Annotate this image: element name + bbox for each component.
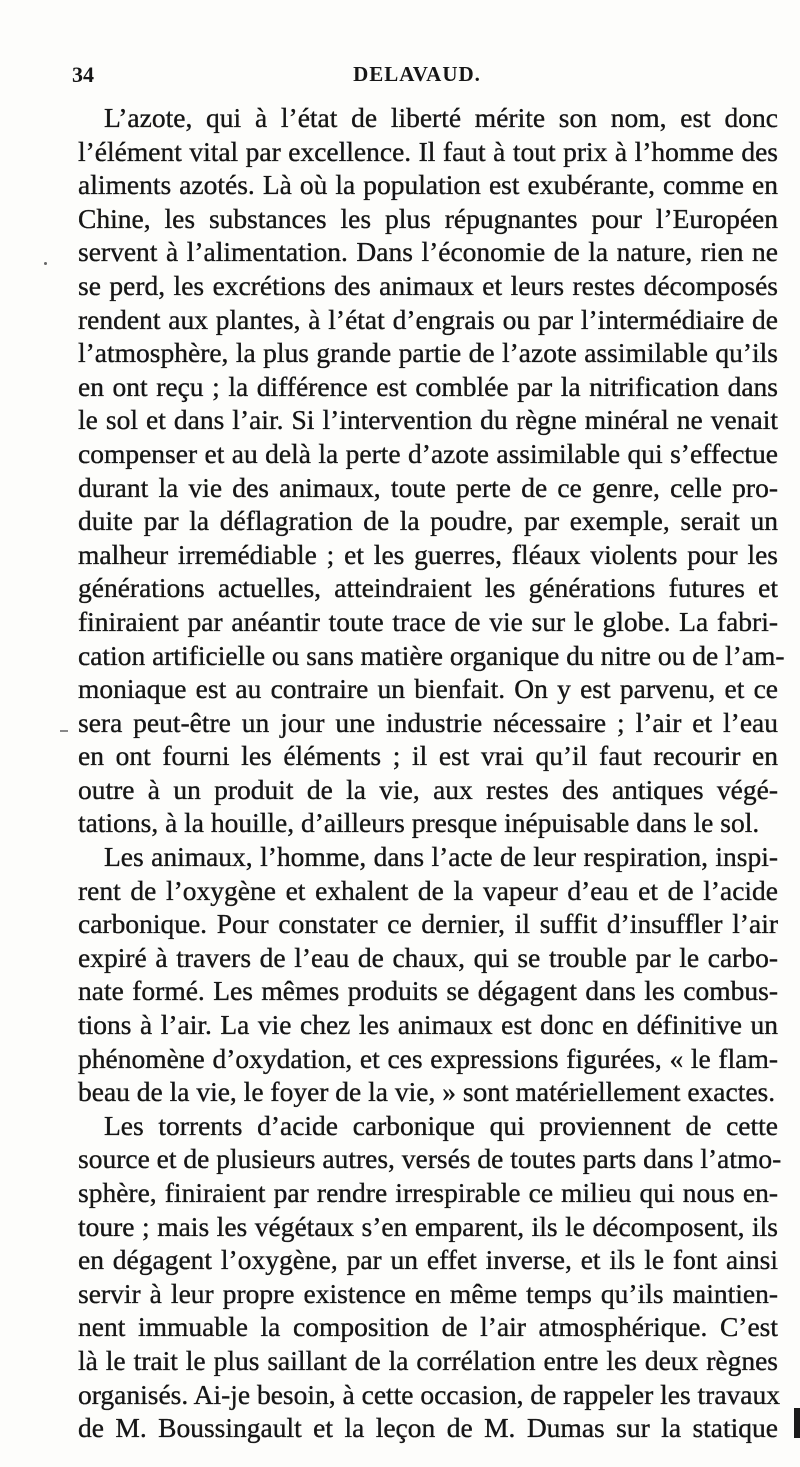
text-line: sera peut-être un jour une industrie nécessaire ; l’air et l’eau (78, 706, 778, 738)
text-line: l’élément vital par excellence. Il faut à tout prix à l’homme des (78, 135, 778, 167)
text-line: l’atmosphère, la plus grande partie de l’azote assimilable qu’ils (78, 337, 778, 369)
text-line: se perd, les excrétions des animaux et leurs restes décomposés (78, 269, 778, 301)
text-line: malheur irremédiable ; et les guerres, fléaux violents pour les (78, 538, 778, 570)
text-line: beau de la vie, le foyer de la vie, » sont matériellement exactes. (78, 1076, 776, 1108)
text-line: en ont reçu ; la différence est comblée par la nitrification dans (78, 370, 778, 402)
text-line: durant la vie des animaux, toute perte de ce genre, celle pro- (78, 471, 778, 503)
text-line: phénomène d’oxydation, et ces expressions figurées, « le flam- (78, 1042, 778, 1074)
text-line: en ont fourni les éléments ; il est vrai qu’il faut recourir en (78, 740, 778, 772)
text-line: carbonique. Pour constater ce dernier, il suffit d’insuffler l’air (78, 908, 778, 940)
text-line: là le trait le plus saillant de la corrélation entre les deux règnes (78, 1344, 778, 1376)
text-line: rendent aux plantes, à l’état d’engrais ou par l’intermédiaire de (78, 303, 778, 335)
text-line: moniaque est au contraire un bienfait. On y est parvenu, et ce (78, 673, 778, 705)
text-line: aliments azotés. Là où la population est exubérante, comme en (78, 169, 778, 201)
text-line: toure ; mais les végétaux s’en emparent, ils le décomposent, ils (78, 1210, 778, 1242)
binding-edge-mark (794, 1408, 800, 1438)
text-line: Les animaux, l’homme, dans l’acte de leur respiration, inspi- (104, 841, 778, 873)
text-line: servir à leur propre existence en même temps qu’ils maintien- (78, 1277, 778, 1309)
running-title: DELAVAUD. (353, 62, 481, 86)
text-line: Chine, les substances les plus répugnantes pour l’Européen (78, 202, 778, 234)
text-line: cation artificielle ou sans matière organique du nitre ou de l’am- (78, 639, 785, 671)
text-line: rent de l’oxygène et exhalent de la vapeur d’eau et de l’acide (78, 874, 778, 906)
text-line: compenser et au delà la perte d’azote assimilable qui s’effectue (78, 437, 778, 469)
text-line: nate formé. Les mêmes produits se dégagent dans les combus- (78, 975, 778, 1007)
text-line: tations, à la houille, d’ailleurs presque inépuisable dans le sol. (78, 807, 760, 839)
text-line: nent immuable la composition de l’air atmosphérique. C’est (78, 1311, 778, 1343)
text-line: Les torrents d’acide carbonique qui proviennent de cette (104, 1109, 778, 1141)
body-text (78, 101, 785, 1445)
text-line: servent à l’alimentation. Dans l’économie de la nature, rien ne (78, 236, 778, 268)
text-line: source et de plusieurs autres, versés de toutes parts dans l’atmo- (78, 1143, 782, 1175)
dust-speck (44, 262, 47, 265)
text-line: tions à l’air. La vie chez les animaux est donc en définitive un (78, 1009, 778, 1041)
text-line: le sol et dans l’air. Si l’intervention du règne minéral ne venait (78, 404, 778, 436)
page-number: 34 (72, 62, 94, 87)
text-line: expiré à travers de l’eau de chaux, qui se trouble par le carbo- (78, 941, 778, 973)
text-line: générations actuelles, atteindraient les générations futures et (78, 572, 778, 604)
dust-speck (60, 730, 68, 732)
text-line: duite par la déflagration de la poudre, par exemple, serait un (78, 505, 778, 537)
text-line: en dégagent l’oxygène, par un effet inverse, et ils le font ainsi (78, 1244, 778, 1276)
text-line: organisés. Ai-je besoin, à cette occasion, de rappeler les travaux (78, 1378, 781, 1410)
running-head (72, 62, 762, 90)
text-line: finiraient par anéantir toute trace de vie sur le globe. La fabri- (78, 605, 778, 637)
text-line: outre à un produit de la vie, aux restes des antiques végé- (78, 773, 778, 805)
text-line: L’azote, qui à l’état de liberté mérite son nom, est donc (104, 102, 778, 133)
text-line: sphère, finiraient par rendre irrespirable ce milieu qui nous en- (78, 1177, 778, 1208)
text-line: de M. Boussingault et la leçon de M. Dumas sur la statique (78, 1412, 778, 1444)
